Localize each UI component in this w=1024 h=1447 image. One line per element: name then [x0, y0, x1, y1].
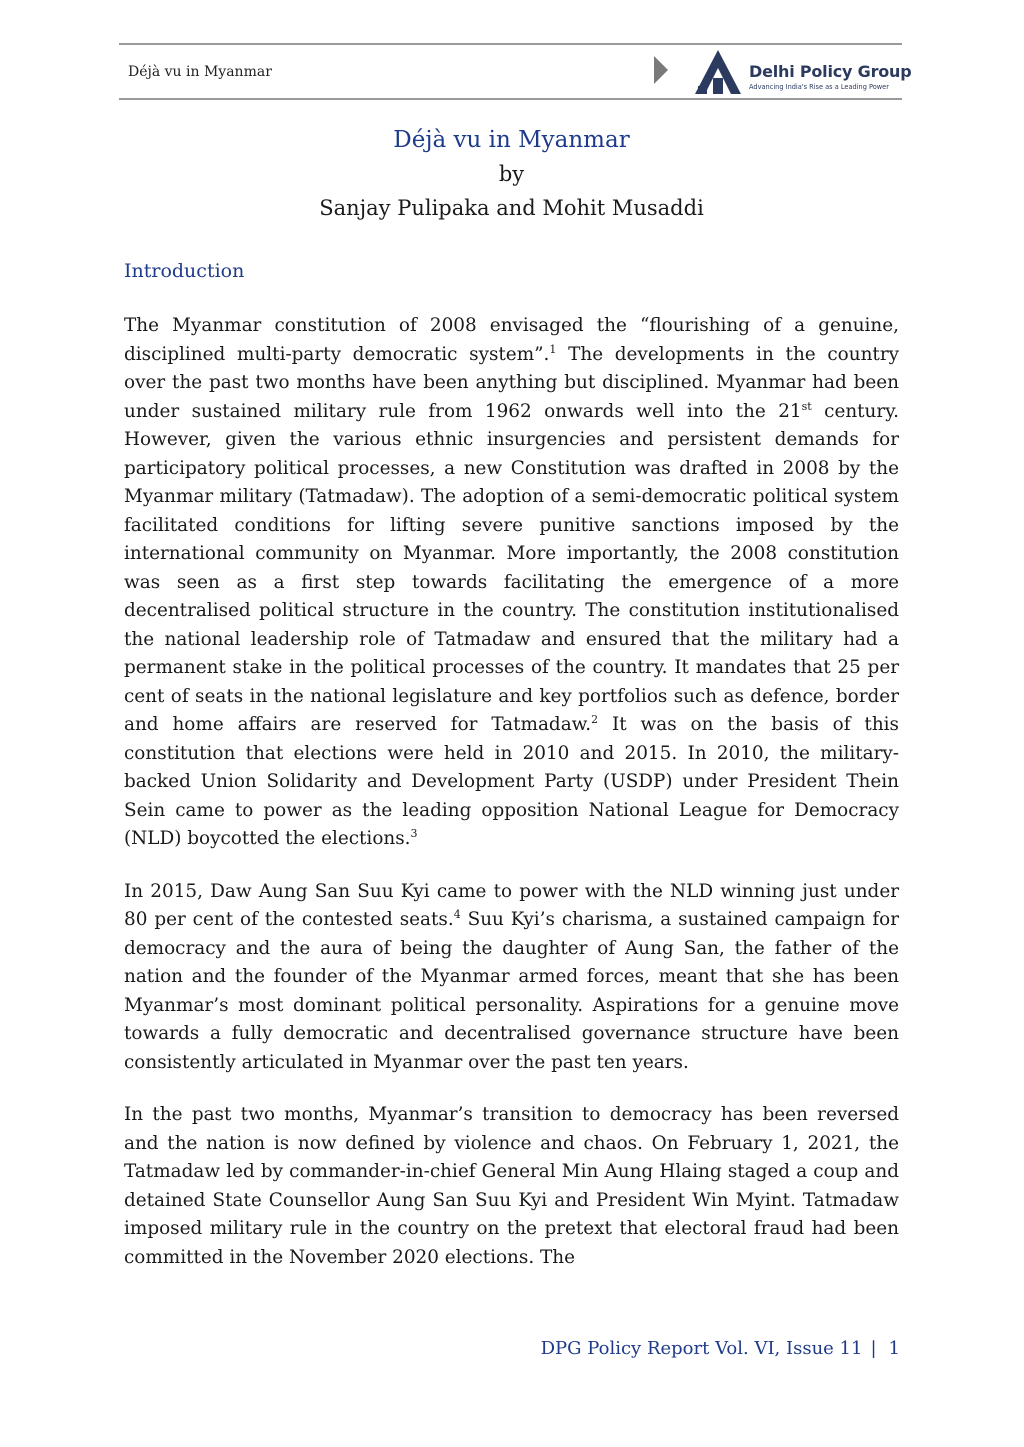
logo-tagline: Advancing India's Rise as a Leading Power: [749, 83, 889, 91]
header-title: Déjà vu in Myanmar: [128, 64, 272, 80]
footnote-ref: 4: [453, 907, 461, 921]
authors: Sanjay Pulipaka and Mohit Musaddi: [319, 196, 704, 220]
footnote-ref: 1: [549, 342, 557, 356]
footer-separator: |: [870, 1338, 877, 1359]
paragraph: [124, 1101, 899, 1272]
header-top-rule: [119, 43, 902, 45]
paragraph-text: It was on the basis of this constitution that elections were held in 2010 and 2015. In 2010, the military-backed Union Solidarity and Development Party (USDP) under President Thein Sein came to power as the leading opposition National League for Democracy (NLD) boycotted the elections.: [124, 714, 899, 849]
paragraph-text: The Myanmar constitution of 2008 envisaged the “flourishing of a genuine, disciplined multi-party democratic system”.: [124, 315, 899, 365]
page-footer: [520, 1338, 900, 1359]
header-bottom-rule: [119, 98, 902, 100]
title-block: [124, 120, 899, 225]
footnote-ref: 2: [591, 712, 599, 726]
paragraph-text: Suu Kyi’s charisma, a sustained campaign for democracy and the aura of being the daughter of Aung San, the father of the nation and the founder of the Myanmar armed forces, meant that she has been Myanmar’s most dominant political personality. Aspirations for a genuine move towards a fully democratic and decentralised governance structure have been consistently articulated in Myanmar over the past ten years.: [124, 909, 899, 1073]
paragraph-text: In the past two months, Myanmar’s transition to democracy has been reversed and the nation is now defined by violence and chaos. On February 1, 2021, the Tatmadaw led by commander-in-chief General Min Aung Hlaing staged a coup and detained State Counsellor Aung San Suu Kyi and President Win Myint. Tatmadaw imposed military rule in the country on the pretext that electoral fraud had been committed in the November 2020 elections. The: [124, 1104, 899, 1268]
paragraph-text: In 2015, Daw Aung San Suu Kyi came to power with the NLD winning just under 80 per cent of the contested seats.: [124, 880, 899, 930]
byline-by: by: [498, 162, 525, 186]
delhi-policy-group-logo: [694, 48, 912, 96]
body-text: [124, 312, 899, 1296]
page-header: [119, 43, 912, 100]
footnote-ref: 3: [410, 826, 418, 840]
document-title: Déjà vu in Myanmar: [393, 127, 630, 153]
paragraph-text: century. However, given the various ethnic insurgencies and persistent demands for participatory political processes, a new Constitution was drafted in 2008 by the Myanmar military (Tatmadaw). The adoption of a semi-democratic political system facilitated conditions for lifting severe punitive sanctions imposed by the international community on Myanmar. More importantly, the 2008 constitution was seen as a first step towards facilitating the emergence of a more decentralised political structure in the country. The constitution institutionalised the national leadership role of Tatmadaw and ensured that the military had a permanent stake in the political processes of the country. It mandates that 25 per cent of seats in the national legislature and key portfolios such as defence, border and home affairs are reserved for Tatmadaw.: [124, 400, 899, 735]
paragraph: [124, 312, 899, 854]
paragraph: [124, 878, 899, 1078]
paragraph-text: The developments in the country over the past two months have been anything but disciplined. Myanmar had been under sustained military rule from 1962 onwards well into the 21: [124, 343, 899, 422]
footer-report-label: DPG Policy Report Vol. VI, Issue 11: [540, 1338, 863, 1359]
page-number: 1: [888, 1338, 900, 1359]
logo-name: Delhi Policy Group: [749, 62, 912, 81]
logo-mark-icon: [694, 48, 746, 96]
footnote-ref: st: [801, 399, 812, 413]
arrow-icon: [654, 56, 668, 84]
section-heading: Introduction: [124, 260, 245, 282]
